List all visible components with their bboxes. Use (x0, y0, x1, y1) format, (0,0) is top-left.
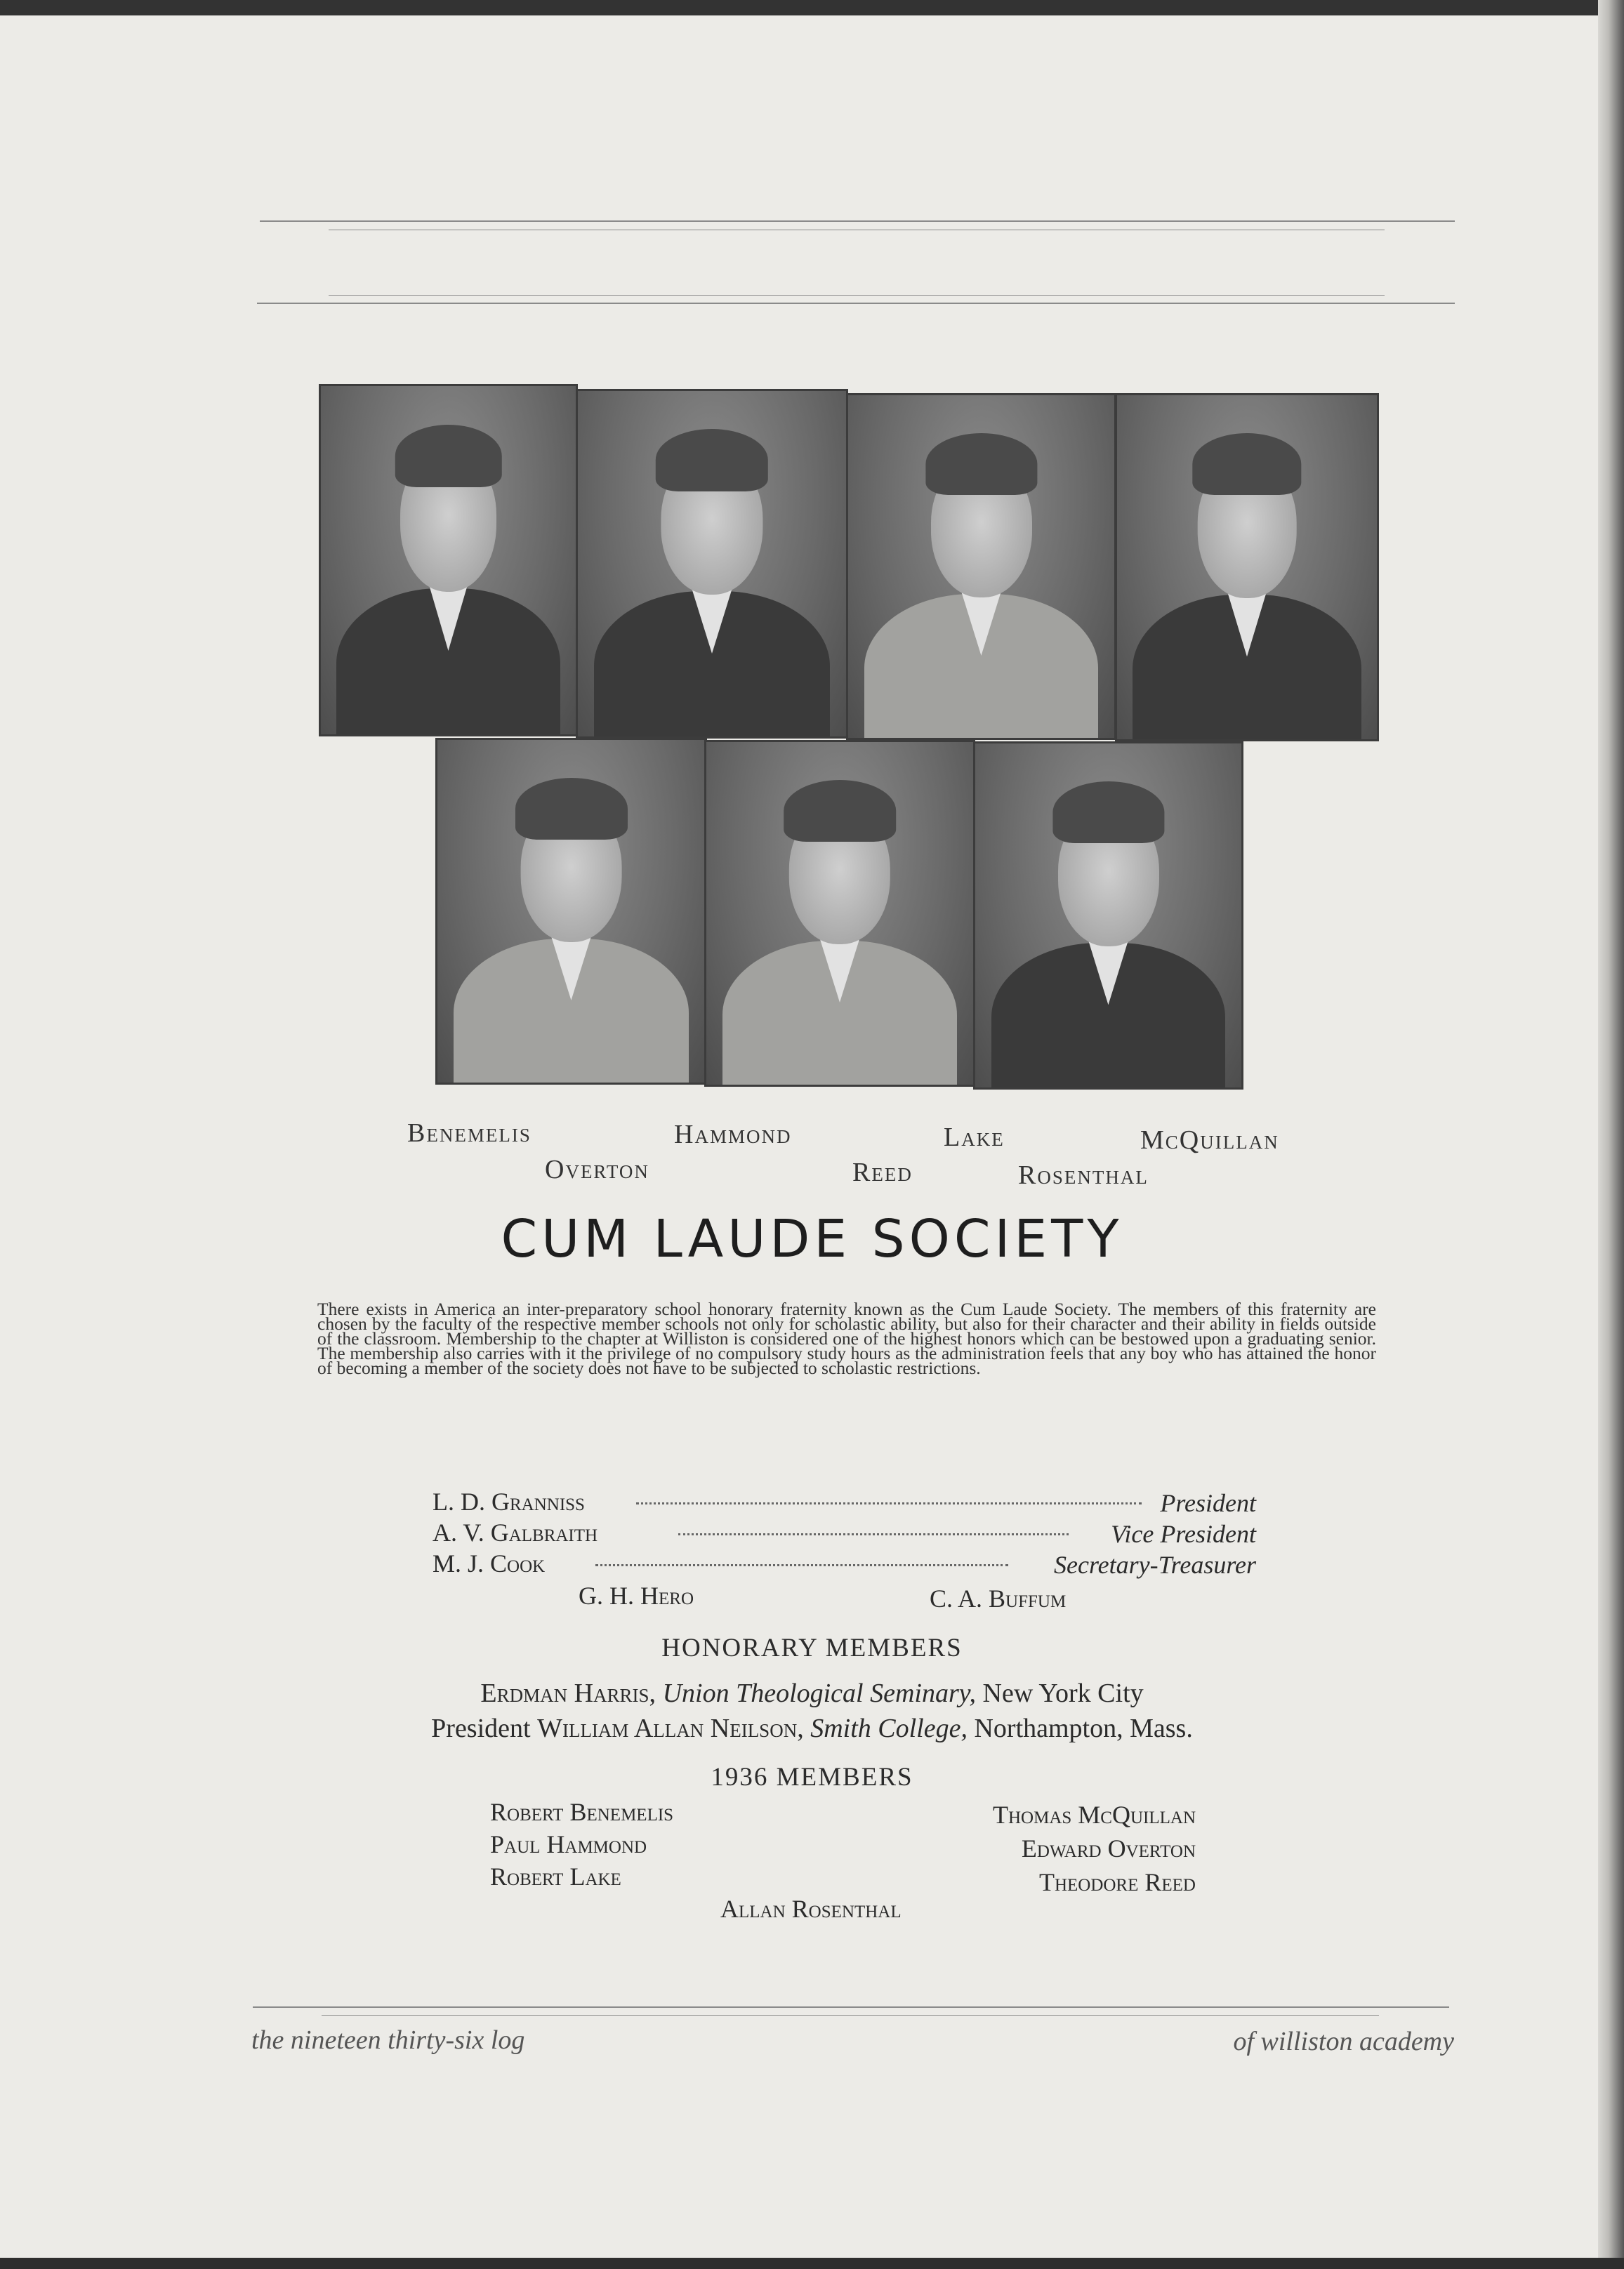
officer-name: A. V. Galbraith (433, 1519, 598, 1547)
page-title: CUM LAUDE SOCIETY (501, 1209, 1123, 1269)
honorary-heading: HONORARY MEMBERS (661, 1634, 963, 1662)
honorary-institution: Smith College, (810, 1714, 968, 1743)
header-rule (329, 295, 1385, 296)
portrait-reed (1115, 393, 1379, 741)
members-heading (0, 1762, 1624, 1792)
header-rule (257, 303, 1455, 304)
header-rule (260, 220, 1455, 222)
caption-mcquillan: McQuillan (1140, 1125, 1279, 1155)
caption-hammond: Hammond (674, 1120, 792, 1149)
member-name: Robert Benemelis (490, 1798, 674, 1826)
portrait-mcquillan (973, 741, 1243, 1090)
leader-dots (636, 1502, 1142, 1507)
footer-rule (253, 2006, 1449, 2008)
caption-overton: Overton (545, 1155, 649, 1184)
officer-title: Vice President (1111, 1520, 1256, 1548)
scan-bottom-edge (0, 2258, 1624, 2269)
officer-name: L. D. Granniss (433, 1488, 585, 1516)
portrait-lake (435, 738, 707, 1085)
honorary-place: New York City (982, 1679, 1144, 1708)
portrait-benemelis (319, 384, 578, 736)
footer-rule (322, 2015, 1379, 2016)
member-name: Thomas McQuillan (993, 1801, 1196, 1829)
caption-rosenthal: Rosenthal (1018, 1160, 1149, 1190)
honorary-name: William Allan Neilson, (537, 1714, 804, 1743)
scan-right-edge (1598, 0, 1624, 2269)
honorary-name: Erdman Harris, (480, 1679, 656, 1708)
intro-paragraph: There exists in America an inter-preparatory school honorary fraternity known as the Cum Laude Society. The members of this fraternity are chosen by the faculty of the respective member schools not only for scholastic ability, but also for their character and their ability in fields outside of the classroom. Membership to the chapter at Williston is considered one of the highest honors which can be bestowed upon a graduating senior. The membership also carries with it the privilege of no compulsory study hours as the administration feels that any boy who has attained the honor of becoming a member of the society does not have to be subjected to scholastic restrictions. (317, 1299, 1376, 1378)
member-name: Allan Rosenthal (720, 1895, 902, 1923)
leader-dots (595, 1564, 1008, 1568)
member-name: Paul Hammond (490, 1830, 647, 1858)
member-name: Edward Overton (1021, 1834, 1196, 1863)
officer-title: Secretary-Treasurer (1054, 1551, 1256, 1579)
portrait-hammond (846, 393, 1116, 740)
honorary-institution: Union Theological Seminary, (662, 1679, 977, 1708)
member-name: Theodore Reed (1038, 1868, 1196, 1896)
caption-benemelis: Benemelis (407, 1118, 532, 1148)
member-name: C. A. Buffum (930, 1585, 1067, 1613)
honorary-line-1 (0, 1678, 1624, 1709)
members-heading-label: MEMBERS (776, 1763, 913, 1792)
footer-left: the nineteen thirty-six log (251, 2025, 525, 2055)
scan-top-edge (0, 0, 1624, 15)
officer-name: M. J. Cook (433, 1549, 546, 1577)
honorary-place: Northampton, Mass. (974, 1714, 1193, 1743)
caption-reed: Reed (852, 1158, 913, 1187)
honorary-line-2 (0, 1713, 1624, 1744)
members-year: 1936 (711, 1763, 769, 1792)
portrait-rosenthal (704, 740, 975, 1087)
member-name: Robert Lake (490, 1863, 621, 1891)
member-name: G. H. Hero (579, 1582, 694, 1610)
officer-title: President (1160, 1489, 1256, 1517)
footer-right: of williston academy (1233, 2027, 1454, 2056)
portrait-overton (576, 389, 848, 739)
caption-lake: Lake (944, 1123, 1005, 1152)
leader-dots (678, 1533, 1069, 1537)
honorary-prefix: President (431, 1714, 531, 1743)
